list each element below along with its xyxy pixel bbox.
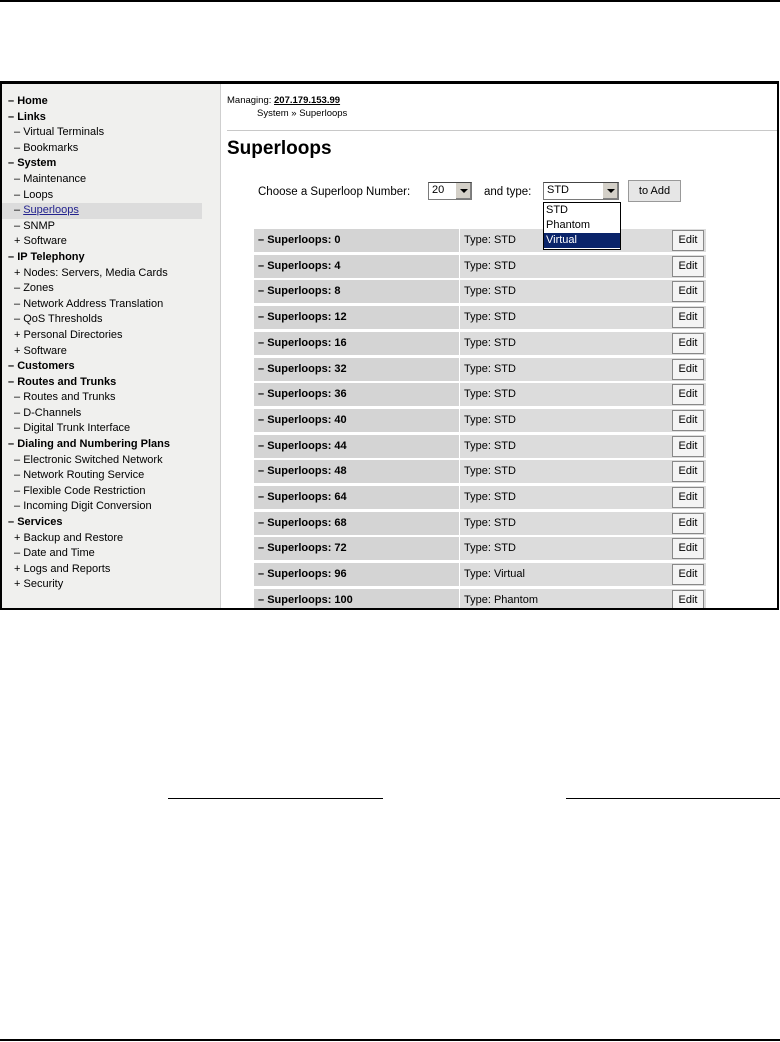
superloop-name-cell[interactable] (254, 563, 459, 586)
superloop-name: Superloops: 44 (267, 439, 347, 452)
edit-button[interactable]: Edit (672, 333, 704, 354)
sidebar-item-label: Routes and Trunks (23, 391, 116, 404)
superloop-name: Superloops: 0 (267, 234, 341, 246)
sidebar-section-system[interactable] (2, 156, 220, 172)
expand-icon: + (14, 235, 21, 248)
edit-button[interactable]: Edit (672, 359, 704, 380)
superloop-type-cell (460, 512, 706, 535)
table-row (254, 383, 706, 406)
sidebar-item-d-channels[interactable] (2, 406, 220, 422)
superloop-name-cell[interactable] (254, 332, 459, 355)
sidebar-item-label: Logs and Reports (23, 562, 111, 575)
chevron-down-icon[interactable] (602, 183, 618, 199)
superloop-name: Superloops: 48 (267, 465, 347, 478)
sidebar-item-personal-directories[interactable] (2, 328, 220, 344)
bullet-icon: – (14, 219, 21, 232)
sidebar-item-label: Links (17, 110, 46, 123)
collapse-icon: – (258, 259, 265, 272)
sidebar-item-network-address-translation[interactable] (2, 297, 220, 313)
collapse-icon: – (258, 568, 265, 581)
superloop-name: Superloops: 4 (267, 259, 341, 272)
collapse-icon: – (8, 438, 15, 451)
edit-button[interactable]: Edit (672, 281, 704, 302)
edit-button[interactable]: Edit (672, 230, 704, 251)
managed-ip-link[interactable]: 207.179.153.99 (274, 95, 341, 106)
expand-icon: + (14, 578, 21, 591)
sidebar-item-label: Software (23, 344, 67, 357)
superloop-name: Superloops: 36 (267, 388, 347, 401)
sidebar-section-dialing-and-numbering-plans[interactable] (2, 437, 220, 453)
table-row (254, 537, 706, 560)
sidebar-item-software[interactable] (2, 344, 220, 360)
superloop-name-cell[interactable] (254, 280, 459, 303)
collapse-icon: – (258, 388, 265, 401)
collapse-icon: – (258, 311, 265, 324)
superloop-type: Type: STD (464, 542, 516, 555)
type-dropdown-list (543, 202, 621, 250)
table-row (254, 229, 706, 252)
page-title: Superloops (227, 138, 332, 159)
sidebar-item-maintenance[interactable] (2, 172, 220, 188)
type-label: and type: (484, 186, 532, 198)
bullet-icon: – (14, 188, 21, 201)
collapse-icon: – (8, 375, 15, 388)
superloop-name-cell[interactable] (254, 229, 459, 252)
sidebar-item-label: Security (23, 578, 64, 591)
sidebar-item-incoming-digit-conversion[interactable] (2, 499, 220, 515)
superloop-type-cell (460, 383, 706, 406)
managing-text: Managing: (227, 95, 272, 106)
sidebar-item-security[interactable] (2, 577, 220, 593)
choose-number-label: Choose a Superloop Number: (258, 186, 411, 198)
header-divider (227, 130, 777, 131)
sidebar-item-zones[interactable] (2, 281, 220, 297)
edit-button[interactable]: Edit (672, 590, 704, 610)
sidebar-item-label: Software (23, 235, 67, 248)
superloop-name: Superloops: 16 (267, 336, 347, 349)
sidebar-item-network-routing-service[interactable] (2, 468, 220, 484)
collapse-icon: – (258, 593, 265, 606)
collapse-icon: – (258, 516, 265, 529)
superloop-name: Superloops: 68 (267, 516, 347, 529)
superloop-type-cell (460, 460, 706, 483)
superloop-name-cell[interactable] (254, 255, 459, 278)
main-content (221, 84, 777, 608)
superloop-type-cell (460, 255, 706, 278)
superloop-type: Type: Virtual (464, 568, 525, 581)
superloop-name-cell[interactable] (254, 512, 459, 535)
superloop-name-cell[interactable] (254, 306, 459, 329)
sidebar-item-virtual-terminals[interactable] (2, 125, 220, 141)
bullet-icon: – (14, 484, 21, 497)
superloop-type: Type: STD (464, 336, 516, 349)
bullet-icon: – (14, 172, 21, 185)
sidebar-item-electronic-switched-network[interactable] (2, 453, 220, 469)
sidebar-item-date-and-time[interactable] (2, 546, 220, 562)
superloop-name: Superloops: 96 (267, 568, 347, 581)
table-row (254, 460, 706, 483)
sidebar-item-label: D-Channels (23, 406, 82, 419)
sidebar-item-label: Network Routing Service (23, 469, 145, 482)
sidebar-item-label: Dialing and Numbering Plans (17, 438, 170, 451)
superloop-type-cell (460, 358, 706, 381)
sidebar-item-label: Network Address Translation (23, 297, 164, 310)
sidebar-item-label: Customers (17, 360, 75, 373)
top-rule (0, 0, 780, 2)
superloop-type: Type: STD (464, 311, 516, 324)
sidebar-item-label: SNMP (23, 219, 55, 232)
chevron-down-icon[interactable] (455, 183, 471, 199)
collapse-icon: – (258, 362, 265, 375)
bullet-icon: – (14, 547, 21, 560)
bullet-icon: – (14, 313, 21, 326)
expand-icon: + (14, 562, 21, 575)
expand-icon: + (14, 328, 21, 341)
table-row (254, 332, 706, 355)
bullet-icon: – (14, 500, 21, 513)
superloop-name-cell[interactable] (254, 486, 459, 509)
edit-button[interactable]: Edit (672, 436, 704, 457)
sidebar-item-label: Home (17, 95, 48, 107)
superloop-name: Superloops: 40 (267, 413, 347, 426)
sidebar-item-label: Date and Time (23, 547, 95, 560)
sidebar-item-label: QoS Thresholds (23, 313, 103, 326)
sidebar-item-bookmarks[interactable] (2, 141, 220, 157)
superloop-name-cell[interactable] (254, 537, 459, 560)
bullet-icon: – (14, 422, 21, 435)
edit-button[interactable]: Edit (672, 384, 704, 405)
underline-right (566, 798, 780, 799)
bullet-icon: – (14, 406, 21, 419)
sidebar-item-label: Flexible Code Restriction (23, 484, 146, 497)
sidebar-item-label: System (17, 157, 57, 170)
sidebar-item-label: Maintenance (23, 172, 87, 185)
table-row (254, 512, 706, 535)
sidebar-section-services[interactable] (2, 515, 220, 531)
superloop-type: Type: STD (464, 465, 516, 478)
superloop-type: Type: STD (464, 413, 516, 426)
collapse-icon: – (258, 336, 265, 349)
sidebar-item-label: Nodes: Servers, Media Cards (23, 266, 168, 279)
edit-button[interactable]: Edit (672, 410, 704, 431)
sidebar-section-routes-and-trunks[interactable] (2, 375, 220, 391)
managing-label (227, 95, 340, 106)
breadcrumb: System » Superloops (257, 108, 348, 119)
type-option-phantom[interactable]: Phantom (546, 219, 591, 231)
sidebar-item-label: Zones (23, 282, 54, 295)
sidebar (2, 84, 221, 608)
superloop-name-cell[interactable] (254, 409, 459, 432)
bullet-icon: – (14, 391, 21, 404)
sidebar-item-software[interactable] (2, 234, 220, 250)
sidebar-item-snmp[interactable] (2, 219, 220, 235)
table-row (254, 486, 706, 509)
edit-button[interactable]: Edit (672, 513, 704, 534)
superloop-type-cell (460, 563, 706, 586)
sidebar-item-flexible-code-restriction[interactable] (2, 484, 220, 500)
superloop-type-cell (460, 306, 706, 329)
superloop-name: Superloops: 32 (267, 362, 347, 375)
superloop-type-cell (460, 409, 706, 432)
superloop-type: Type: STD (464, 234, 516, 246)
sidebar-item-label: Services (17, 516, 63, 529)
table-row (254, 563, 706, 586)
collapse-icon: – (8, 95, 15, 107)
edit-button[interactable]: Edit (672, 564, 704, 585)
superloop-type-cell (460, 280, 706, 303)
superloop-name: Superloops: 72 (267, 542, 347, 555)
sidebar-item-label: Loops (23, 188, 54, 201)
sidebar-item-label: Routes and Trunks (17, 375, 117, 388)
bullet-icon: – (14, 141, 21, 154)
sidebar-item-backup-and-restore[interactable] (2, 531, 220, 547)
superloop-type: Type: STD (464, 516, 516, 529)
superloop-type: Type: STD (464, 491, 516, 503)
sidebar-item-logs-and-reports[interactable] (2, 562, 220, 578)
superloop-number-value: 20 (432, 184, 445, 196)
sidebar-item-label: Digital Trunk Interface (23, 422, 131, 435)
superloop-type: Type: STD (464, 285, 516, 298)
sidebar-item-label: Virtual Terminals (23, 126, 105, 139)
collapse-icon: – (8, 516, 15, 529)
collapse-icon: – (8, 110, 15, 123)
sidebar-section-home[interactable] (2, 94, 220, 110)
sidebar-item-label: Superloops (23, 204, 79, 217)
edit-button[interactable]: Edit (672, 538, 704, 559)
underline-left (168, 798, 383, 799)
collapse-icon: – (258, 234, 265, 246)
collapse-icon: – (258, 465, 265, 478)
sidebar-item-label: Personal Directories (23, 328, 123, 341)
collapse-icon: – (8, 360, 15, 373)
add-button[interactable]: to Add (628, 180, 681, 202)
sidebar-item-label: Electronic Switched Network (23, 453, 163, 466)
superloop-type-cell (460, 589, 706, 610)
sidebar-item-label: Bookmarks (23, 141, 79, 154)
sidebar-item-digital-trunk-interface[interactable] (2, 421, 220, 437)
collapse-icon: – (258, 285, 265, 298)
superloop-type-cell (460, 537, 706, 560)
table-row (254, 358, 706, 381)
table-row (254, 589, 706, 610)
superloop-type: Type: Phantom (464, 593, 538, 606)
table-row (254, 280, 706, 303)
sidebar-item-label: IP Telephony (17, 250, 85, 263)
edit-button[interactable]: Edit (672, 487, 704, 508)
table-row (254, 409, 706, 432)
edit-button[interactable]: Edit (672, 461, 704, 482)
superloop-name-cell[interactable] (254, 435, 459, 458)
superloop-name-cell[interactable] (254, 589, 459, 610)
collapse-icon: – (258, 413, 265, 426)
superloop-name-cell[interactable] (254, 460, 459, 483)
sidebar-section-customers[interactable] (2, 359, 220, 375)
sidebar-item-routes-and-trunks[interactable] (2, 390, 220, 406)
expand-icon: + (14, 266, 21, 279)
collapse-icon: – (8, 157, 15, 170)
bullet-icon: – (14, 469, 21, 482)
expand-icon: + (14, 531, 21, 544)
sidebar-section-ip-telephony[interactable] (2, 250, 220, 266)
superloop-type-cell (460, 332, 706, 355)
superloop-name: Superloops: 8 (267, 285, 341, 298)
sidebar-item-qos-thresholds[interactable] (2, 312, 220, 328)
superloop-type-cell (460, 435, 706, 458)
superloop-name-cell[interactable] (254, 358, 459, 381)
sidebar-section-links[interactable] (2, 110, 220, 126)
type-select-value: STD (547, 184, 569, 196)
superloop-type-cell (460, 486, 706, 509)
screenshot-frame (0, 81, 779, 610)
sidebar-item-loops[interactable] (2, 188, 220, 204)
table-row (254, 306, 706, 329)
table-row (254, 255, 706, 278)
bullet-icon: – (14, 282, 21, 295)
type-option-virtual[interactable]: Virtual (544, 233, 620, 248)
collapse-icon: – (8, 250, 15, 263)
sidebar-item-superloops[interactable] (2, 203, 202, 219)
collapse-icon: – (258, 542, 265, 555)
table-row (254, 435, 706, 458)
bullet-icon: – (14, 126, 21, 139)
collapse-icon: – (258, 491, 265, 503)
bullet-icon: – (14, 204, 21, 217)
expand-icon: + (14, 344, 21, 357)
superloop-name: Superloops: 100 (267, 593, 353, 606)
edit-button[interactable]: Edit (672, 307, 704, 328)
sidebar-item-nodes-servers-media-cards[interactable] (2, 266, 220, 282)
superloop-type: Type: STD (464, 439, 516, 452)
bullet-icon: – (14, 297, 21, 310)
sidebar-item-label: Incoming Digit Conversion (23, 500, 152, 513)
bottom-rule (0, 1039, 780, 1041)
superloop-number-select[interactable] (428, 182, 472, 200)
collapse-icon: – (258, 439, 265, 452)
superloop-type: Type: STD (464, 388, 516, 401)
sidebar-item-label: Backup and Restore (23, 531, 124, 544)
superloop-type: Type: STD (464, 362, 516, 375)
edit-button[interactable]: Edit (672, 256, 704, 277)
superloop-name: Superloops: 12 (267, 311, 347, 324)
superloop-name-cell[interactable] (254, 383, 459, 406)
superloop-type: Type: STD (464, 259, 516, 272)
bullet-icon: – (14, 453, 21, 466)
superloop-name: Superloops: 64 (267, 491, 347, 503)
type-select[interactable] (543, 182, 619, 200)
type-option-std[interactable]: STD (546, 204, 568, 216)
